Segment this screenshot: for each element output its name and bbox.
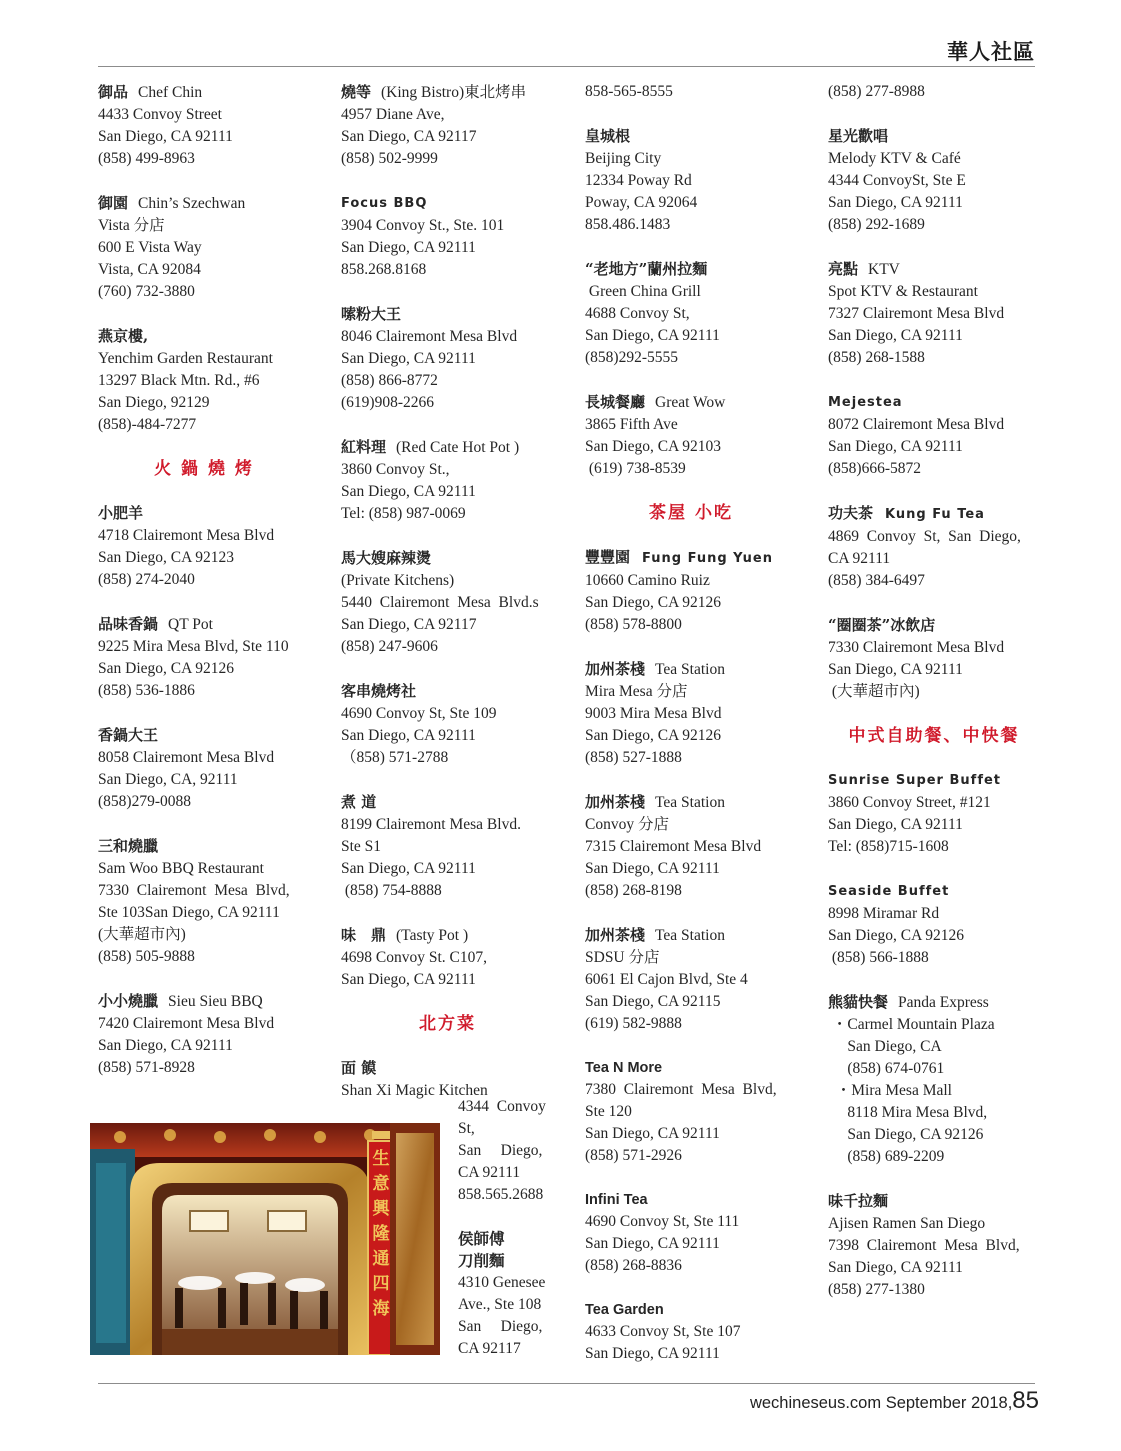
listing-name [585,924,797,947]
listing-line: 858-565-8555 [585,83,673,100]
listing-line: 600 E Vista Way [98,239,202,256]
listing-line: San Diego, 92129 [98,394,210,411]
listing-name-en: Chin’s Szechwan [138,195,246,212]
listing-name-cn: “圈圈茶”冰飲店 [828,616,936,634]
listing-name [98,325,310,348]
listing-line: 4690 Convoy St, Ste 109 [341,705,497,722]
listing-line: (858) 578-8800 [585,616,682,633]
listing-line: (858)279-0088 [98,793,191,810]
listing-line: 13297 Black Mtn. Rd., #6 [98,372,260,389]
listing-line: 4688 Convoy St, [585,305,690,322]
listing-entry [98,835,310,968]
listing-line: San Diego, CA 92111 [341,350,476,367]
listing-name-cn: 加州茶棧 [585,926,646,944]
listing-name-cn: 豐豐園 [585,548,631,566]
listing-line: (858) 527-1888 [585,749,682,766]
listing-entry [341,924,554,991]
listing-name [828,614,1040,637]
listing-column-3 [585,81,797,1387]
listing-line: 4433 Convoy Street [98,106,222,123]
listing-line: Sam Woo BBQ Restaurant [98,860,264,877]
listing-entry [98,325,310,436]
listing-line: (858)666-5872 [828,460,921,477]
listing-line: 4344 Convoy [458,1098,546,1115]
listing-line: Yenchim Garden Restaurant [98,350,273,367]
listing-entry [585,924,797,1035]
listing-line: San Diego, CA [828,1038,942,1055]
listing-line: San Diego, CA 92126 [98,660,235,677]
side-listing-block [458,1096,554,1360]
listing-line: 8072 Clairemont Mesa Blvd [828,416,1005,433]
listing-name-cn: 煮 道 [341,793,377,811]
listing-line: 7327 Clairemont Mesa Blvd [828,305,1005,322]
listing-name [585,791,797,814]
listing-line: St, [458,1120,475,1137]
listing-line: San Diego, CA 92111 [585,1235,720,1252]
listing-line: 3860 Convoy St., [341,461,450,478]
listing-line: CA 92117 [458,1340,521,1357]
listing-line: (858) 502-9999 [341,150,438,167]
listing-entry [585,125,797,236]
banner-text: 生意興隆通四海 [372,1149,390,1319]
listing-name [341,680,554,703]
listing-entry [341,547,554,658]
listing-line: Vista, CA 92084 [98,261,201,278]
listing-entry [828,991,1040,1168]
listing-name-cn: 小肥羊 [98,504,144,522]
listing-name [98,613,310,636]
listing-line: Ave., Ste 108 [458,1296,542,1313]
listing-entry [828,502,1040,592]
listing-line: Tel: (858) 987-0069 [341,505,466,522]
listing-line: San Diego, [458,1142,543,1159]
listing-name [341,547,554,570]
listing-line: (858) 505-9888 [98,948,195,965]
restaurant-interior-photo [90,1123,440,1355]
listing-line: Mira Mesa 分店 [585,683,688,700]
listing-name [98,835,310,858]
listing-line: San Diego, CA 92111 [341,971,476,988]
listing-name [98,502,310,525]
listing-name [828,391,1040,414]
listing-line: San Diego, CA 92123 [98,549,235,566]
category-heading: 中式自助餐、中快餐 [848,726,1020,746]
listing-line: San Diego, CA 92115 [585,993,721,1010]
listing-line: San Diego, CA 92117 [341,128,477,145]
listing-entry [828,391,1040,480]
listing-entry [585,81,797,103]
listing-line: (858) 277-8988 [828,83,925,100]
listing-name-en: Tea Station [655,927,725,944]
listing-line: San Diego, CA 92111 [585,860,720,877]
listing-name [341,436,554,459]
listing-line: CA 92111 [828,550,891,567]
listing-entry [341,192,554,281]
listing-line: 858.268.8168 [341,261,427,278]
listing-name-en: (Red Cate Hot Pot ) [396,439,520,456]
listing-line: (858) 268-8198 [585,882,682,899]
listing-name-cn: 品味香鍋 [98,615,159,633]
listing-entry [828,1190,1040,1301]
listing-name-en: Tea Garden [585,1302,664,1318]
listing-line: (858) 274-2040 [98,571,195,588]
listing-name-en: Panda Express [898,994,989,1011]
footer-rule [98,1383,1035,1384]
listing-name-en: Mejestea [828,395,903,410]
listing-line: 8058 Clairemont Mesa Blvd [98,749,275,766]
listing-entry [98,502,310,591]
listing-line: 7420 Clairemont Mesa Blvd [98,1015,275,1032]
listing-line: ・Carmel Mountain Plaza [828,1016,995,1033]
listing-line: Beijing City [585,150,662,167]
listing-line: Ajisen Ramen San Diego [828,1215,986,1232]
listing-entry [585,658,797,769]
listing-line: Green China Grill [585,283,701,300]
listing-line: 4698 Convoy St. C107, [341,949,487,966]
listing-line: 7398 Clairemont Mesa Blvd, [828,1237,1020,1254]
listing-line: Melody KTV & Café [828,150,961,167]
listing-name-en: Fung Fung Yuen [642,551,773,566]
listing-name [828,125,1040,148]
listing-name-en: QT Pot [168,616,213,633]
listing-name [98,81,310,104]
listing-name [828,769,1040,792]
listing-name [585,391,797,414]
listing-line: San Diego, CA 92111 [585,1345,720,1362]
page-number: 85 [1012,1387,1039,1414]
listing-line: 8998 Miramar Rd [828,905,940,922]
listing-line: (858)292-5555 [585,349,678,366]
listing-line: 12334 Poway Rd [585,172,692,189]
listing-line: 5440 Clairemont Mesa Blvd.s [341,594,539,611]
listing-name-cn: 皇城根 [585,127,631,145]
listing-line: (858) 268-8836 [585,1257,682,1274]
footer-date: September 2018, [885,1394,1013,1412]
listing-line: 10660 Camino Ruiz [585,572,710,589]
listing-entry [585,258,797,369]
listing-line: 7315 Clairemont Mesa Blvd [585,838,762,855]
listing-name-cn: 客串燒烤社 [341,682,417,700]
listing-line: San Diego, CA 92111 [828,194,963,211]
listing-entry [98,990,310,1079]
category-heading: 北方菜 [419,1014,476,1034]
listing-line: Spot KTV & Restaurant [828,283,978,300]
listing-line: (619) 582-9888 [585,1015,682,1032]
listing-line: (858) 571-2926 [585,1147,682,1164]
listing-name [828,1190,1040,1213]
listing-name-en: Seaside Buffet [828,884,950,899]
listing-line: San Diego, CA 92111 [585,1125,720,1142]
listing-entry [341,81,554,170]
listing-name [341,1057,554,1080]
listing-entry [585,1299,797,1365]
listing-entry [98,613,310,702]
listing-entry [585,391,797,480]
listing-name [585,258,797,281]
listing-line: SDSU 分店 [585,949,660,966]
listing-name [828,258,1040,281]
listing-entry [585,546,797,636]
listing-name-cn: 面 饃 [341,1059,377,1077]
listing-name [98,990,310,1013]
listing-name-cn: 加州茶棧 [585,660,646,678]
listing-line: (858) 536-1886 [98,682,195,699]
listing-name [585,1057,797,1079]
listing-name-en: Sunrise Super Buffet [828,773,1002,788]
listing-line: San Diego, CA 92111 [828,816,963,833]
listing-name-cn: 燕京樓, [98,327,149,345]
listing-entry [98,81,310,170]
listing-name-cn: 紅料理 [341,438,387,456]
listing-name [585,125,797,148]
listing-line: (619)908-2266 [341,394,434,411]
listing-name-cn: 長城餐廳 [585,393,646,411]
category-heading: 火 鍋 燒 烤 [154,459,254,479]
listing-line: (大華超市內) [828,683,920,700]
listing-line: (858) 268-1588 [828,349,925,366]
section-header: 華人社區 [947,39,1035,64]
listing-name-cn: 燒等 [341,83,372,101]
listing-name-en: Sieu Sieu BBQ [168,993,263,1010]
listing-name [585,1189,797,1211]
listing-entry [341,303,554,414]
listing-line: San Diego, CA 92126 [828,927,965,944]
listing-name-en: Infini Tea [585,1192,648,1208]
listing-line: 4344 ConvoySt, Ste E [828,172,966,189]
listing-line: Ste 103San Diego, CA 92111 [98,904,280,921]
listing-line: (858) 674-0761 [828,1060,945,1077]
listing-name-cn: 三和燒臘 [98,837,159,855]
listing-line: San Diego, CA 92111 [341,483,476,500]
header-rule [98,66,1035,67]
page-footer [750,1387,1039,1415]
listing-line: (858) 689-2209 [828,1148,945,1165]
listing-name-en: Kung Fu Tea [885,507,985,522]
listing-name-cn: 加州茶棧 [585,793,646,811]
listing-line: (858) 754-8888 [341,882,442,899]
listing-name [98,192,310,215]
listing-line: San Diego, CA 92111 [828,1259,963,1276]
listing-line: 7330 Clairemont Mesa Blvd, [98,882,290,899]
listing-line: Ste 120 [585,1103,632,1120]
listing-line: (858) 566-1888 [828,949,929,966]
listing-line: （858) 571-2788 [341,749,449,766]
listing-line: San Diego, [458,1318,543,1335]
listing-name-cn: “老地方”蘭州拉麵 [585,260,708,278]
listing-name [341,81,554,104]
category-heading: 茶屋 小吃 [649,503,733,523]
listing-line: 3904 Convoy St., Ste. 101 [341,217,505,234]
listing-line: 4869 Convoy St, San Diego, [828,528,1021,545]
listing-name-en: (King Bistro)東北烤串 [381,84,527,101]
listing-line: 6061 El Cajon Blvd, Ste 4 [585,971,748,988]
listing-line: San Diego, CA 92111 [341,860,476,877]
listing-line: (858) 384-6497 [828,572,925,589]
listing-name [341,303,554,326]
listing-line: San Diego, CA 92126 [828,1126,984,1143]
listing-entry [98,724,310,813]
listing-line: (大華超市內) [98,926,186,943]
listing-name-cn: 功夫茶 [828,504,874,522]
listing-name [341,924,554,947]
listing-name [828,991,1040,1014]
listing-line: San Diego, CA 92117 [341,616,477,633]
listing-name-en: Tea Station [655,794,725,811]
listing-name-cn: 馬大嫂麻辣燙 [341,549,432,567]
listing-line: Vista 分店 [98,217,165,234]
listing-line: San Diego, CA 92111 [828,327,963,344]
listing-line: San Diego, CA 92111 [341,727,476,744]
footer-website: wechineseus.com [749,1394,882,1412]
listing-name-en: Focus BBQ [341,196,428,211]
listing-name-en: KTV [868,261,900,278]
listing-entry [828,880,1040,969]
listing-name-cn: 御品 [98,83,129,101]
listing-line: (858) 277-1380 [828,1281,925,1298]
listing-name-cn: 御園 [98,194,129,212]
listing-name-cn: 星光歡唱 [828,127,889,145]
listing-entry [828,769,1040,858]
listing-line: Convoy 分店 [585,816,669,833]
listing-line: San Diego, CA 92111 [341,239,476,256]
listing-entry [585,791,797,902]
listing-line: (760) 732-3880 [98,283,195,300]
listing-line: (858) 571-8928 [98,1059,195,1076]
listing-entry [341,680,554,769]
listing-line: San Diego, CA 92111 [98,128,233,145]
listing-line: 4957 Diane Ave, [341,106,445,123]
listing-line: 8046 Clairemont Mesa Blvd [341,328,518,345]
listing-line: 4690 Convoy St, Ste 111 [585,1213,740,1230]
listing-line: ・Mira Mesa Mall [828,1082,952,1099]
listing-line: San Diego, CA 92111 [585,327,720,344]
listing-line: San Diego, CA, 92111 [98,771,238,788]
listing-line: (858) 499-8963 [98,150,195,167]
listing-entry [98,192,310,303]
side-address-b [458,1272,554,1360]
listing-name-en: Chef Chin [138,84,203,101]
listing-name [585,1299,797,1321]
listing-line: 858.565.2688 [458,1186,544,1203]
listing-line: 9225 Mira Mesa Blvd, Ste 110 [98,638,289,655]
listing-line: 7380 Clairemont Mesa Blvd, [585,1081,777,1098]
listing-column-4 [828,81,1040,1323]
listing-name-cn: 刀削麵 [458,1251,505,1270]
listing-entry [585,1057,797,1167]
listing-line: San Diego, CA 92126 [585,594,722,611]
listing-line: 4310 Genesee [458,1274,546,1291]
listing-name-cn: 味 鼎 [341,926,387,944]
listing-line: 9003 Mira Mesa Blvd [585,705,722,722]
listing-line: San Diego, CA 92111 [828,661,963,678]
listing-name-en: Tea Station [655,661,725,678]
listing-line: 4633 Convoy St, Ste 107 [585,1323,741,1340]
listing-entry [828,614,1040,703]
listing-name-cn: 味千拉麵 [828,1192,889,1210]
listing-name [341,192,554,215]
listing-name-en: Tea N More [585,1060,663,1076]
listing-line: 4718 Clairemont Mesa Blvd [98,527,275,544]
listing-name-cn: 熊貓快餐 [828,993,889,1011]
listing-line: 8118 Mira Mesa Blvd, [828,1104,988,1121]
listing-entry [828,81,1040,103]
listing-line: San Diego, CA 92126 [585,727,722,744]
listing-name [98,724,310,747]
listing-line: 3860 Convoy Street, #121 [828,794,991,811]
listing-line: 3865 Fifth Ave [585,416,678,433]
listing-name-cn: 香鍋大王 [98,726,159,744]
listing-line: San Diego, CA 92103 [585,438,722,455]
listing-column-1 [98,81,310,1101]
listing-line: (858) 247-9606 [341,638,438,655]
listing-entry [828,125,1040,236]
listing-name [585,658,797,681]
listing-line: Poway, CA 92064 [585,194,698,211]
listing-line: CA 92111 [458,1164,521,1181]
listing-line: 8199 Clairemont Mesa Blvd. [341,816,521,833]
listing-line: San Diego, CA 92111 [828,438,963,455]
listing-name-cn: 侯師傅 [458,1229,505,1248]
listing-name-cn: 亮點 [828,260,859,278]
listing-line: (858)-484-7277 [98,416,197,433]
listing-line: San Diego, CA 92111 [98,1037,233,1054]
listing-column-2 [341,81,554,1124]
listing-name [585,546,797,570]
listing-entry [828,258,1040,369]
listing-line: (Private Kitchens) [341,572,455,589]
listing-name-en: Great Wow [655,394,726,411]
listing-entry [341,791,554,902]
listing-name-en: (Tasty Pot ) [396,927,469,944]
listing-line: 858.486.1483 [585,216,671,233]
listing-name-cn: 嗦粉大王 [341,305,402,323]
listing-entry [341,436,554,525]
listing-line: Shan Xi Magic Kitchen [341,1082,488,1099]
listing-entry [585,1189,797,1277]
listing-name [341,791,554,814]
listing-line: Ste S1 [341,838,382,855]
listing-name [828,502,1040,526]
listing-name-cn: 小小燒臘 [98,992,159,1010]
listing-name [828,880,1040,903]
listing-line: Tel: (858)715-1608 [828,838,949,855]
listing-line: (858) 292-1689 [828,216,925,233]
listing-line: (858) 866-8772 [341,372,438,389]
listing-line: (619) 738-8539 [585,460,686,477]
side-address-a [458,1096,554,1206]
listing-line: 7330 Clairemont Mesa Blvd [828,639,1005,656]
